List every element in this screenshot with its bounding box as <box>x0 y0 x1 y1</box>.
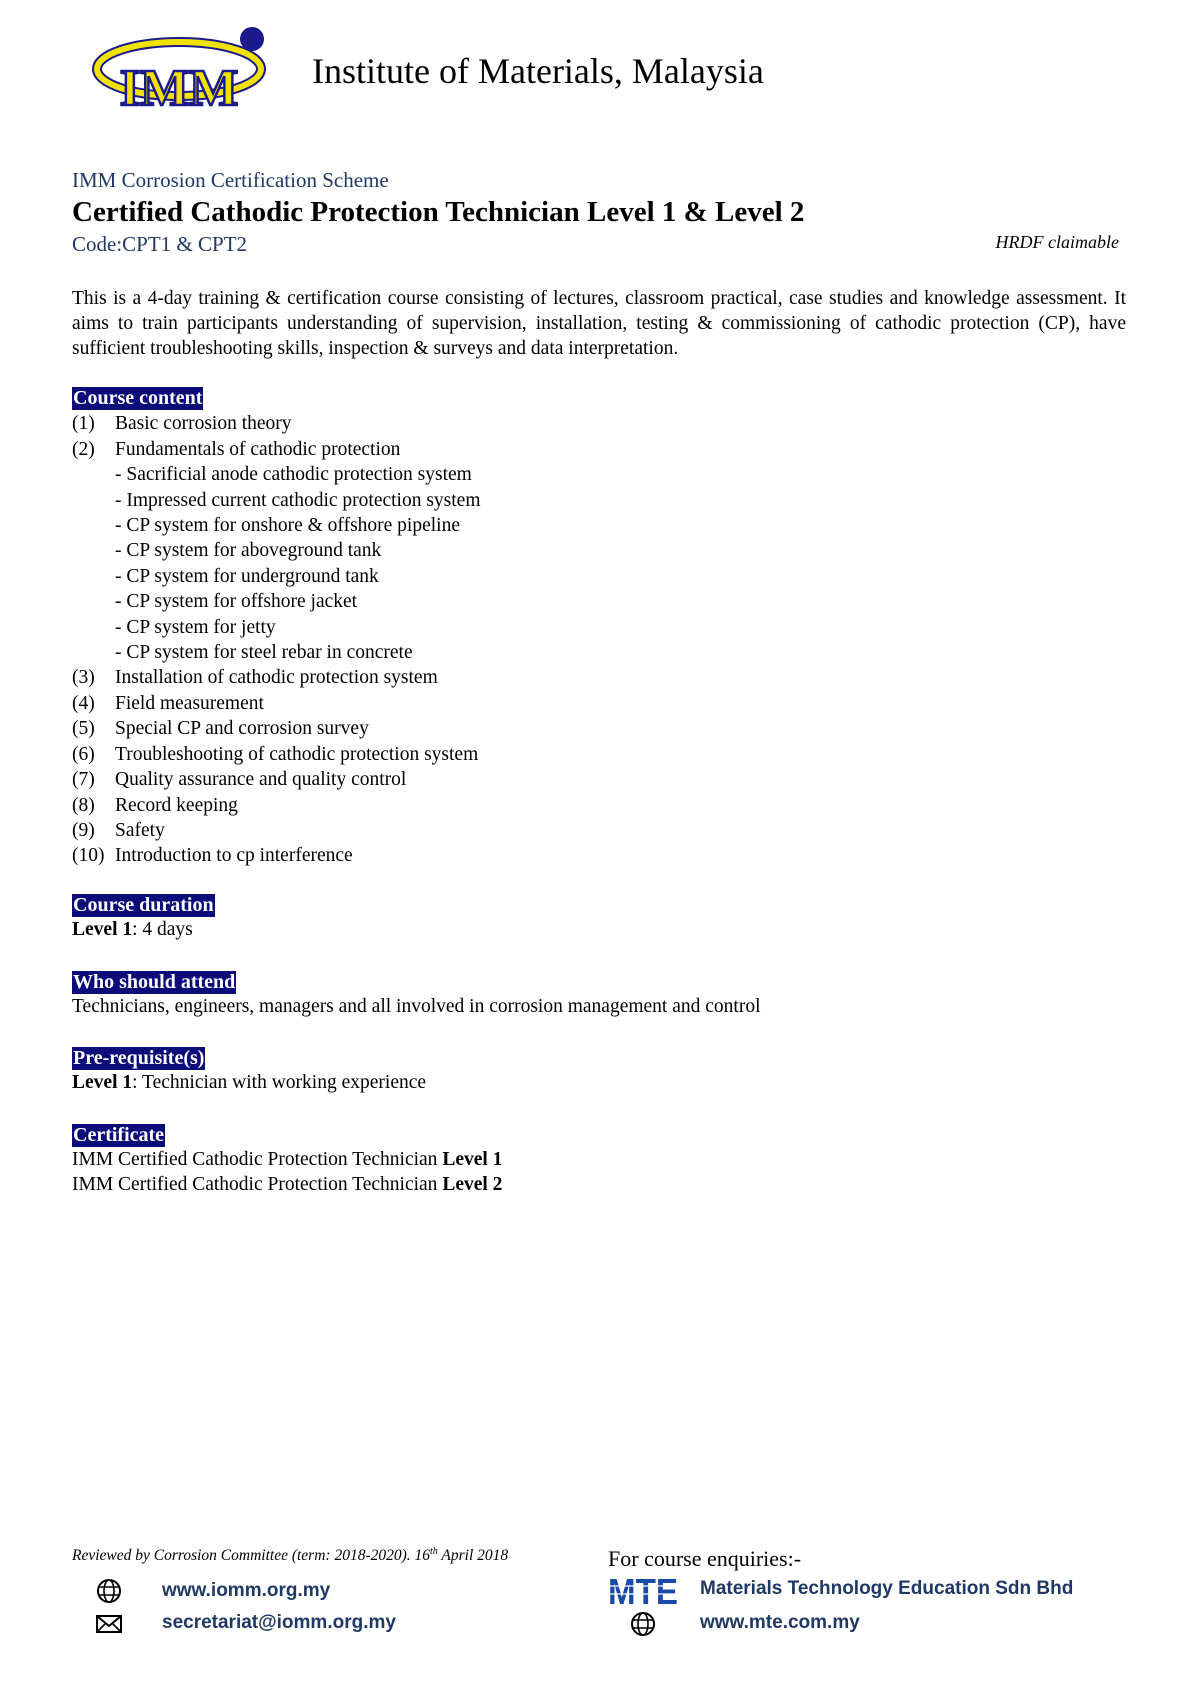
content-subitem <box>72 589 772 614</box>
content-subitem <box>72 538 772 563</box>
content-item <box>72 843 772 868</box>
content-subitem <box>72 462 772 487</box>
course-duration-section <box>72 894 215 942</box>
content-item <box>72 793 772 818</box>
content-item-text: Record keeping <box>115 794 238 816</box>
content-item-text: Introduction to cp interference <box>115 845 353 867</box>
content-item-number: (3) <box>72 667 95 689</box>
content-item <box>72 767 772 792</box>
prerequisite-heading: Pre-requisite(s) <box>73 1047 205 1069</box>
certificate-line-2 <box>72 1172 502 1197</box>
svg-text:MTE: MTE <box>608 1574 678 1608</box>
certificate-line-1 <box>72 1147 502 1172</box>
content-item-number: (4) <box>72 692 95 714</box>
content-item-number: (2) <box>72 438 95 460</box>
prerequisite-section <box>72 1047 426 1095</box>
content-subitem <box>72 488 772 513</box>
hrdf-note: HRDF claimable <box>995 232 1119 252</box>
content-item-text: - CP system for steel rebar in concrete <box>115 642 413 664</box>
imm-logo <box>88 25 270 123</box>
course-title: Certified Cathodic Protection Technician Level 1 & Level 2 <box>72 196 805 228</box>
certificate-line-1-text: IMM Certified Cathodic Protection Technician <box>72 1149 443 1170</box>
prereq-level-label: Level 1 <box>72 1072 133 1093</box>
review-note-sup: th <box>430 1546 438 1557</box>
content-item-text: Quality assurance and quality control <box>115 769 407 791</box>
content-item-number: (1) <box>72 413 95 435</box>
content-item-number: (9) <box>72 819 95 841</box>
who-should-attend-text: Technicians, engineers, managers and all involved in corrosion management and control <box>72 996 761 1017</box>
who-should-attend-heading: Who should attend <box>73 971 236 993</box>
certificate-line-1-level: Level 1 <box>442 1149 503 1170</box>
course-duration-text <box>72 917 215 942</box>
certificate-section <box>72 1124 502 1197</box>
enquiry-label: For course enquiries:- <box>608 1546 802 1571</box>
content-item-number: (10) <box>72 845 105 867</box>
content-item-text: - CP system for onshore & offshore pipeline <box>115 515 460 537</box>
content-item <box>72 691 772 716</box>
content-item <box>72 742 772 767</box>
content-item-text: Safety <box>115 819 165 841</box>
course-content-heading: Course content <box>73 387 203 409</box>
content-item <box>72 411 772 436</box>
content-item <box>72 716 772 741</box>
content-item-text: Basic corrosion theory <box>115 413 292 435</box>
content-item-number: (5) <box>72 718 95 740</box>
svg-text:IMM: IMM <box>119 60 239 117</box>
envelope-icon <box>94 1610 124 1638</box>
review-note-date: April 2018 <box>437 1547 509 1565</box>
course-duration-heading: Course duration <box>73 894 214 916</box>
content-item <box>72 437 772 462</box>
course-intro: This is a 4-day training & certification course consisting of lectures, classroom practical, case studies and knowledge assessment. It aims to train participants understanding of supervision, installation, testing & commissioning of cathodic protection (CP), have sufficient troubleshooting skills, inspection & surveys and data interpretation. <box>72 288 1126 359</box>
duration-value: : 4 days <box>132 919 193 940</box>
content-item-text: Special CP and corrosion survey <box>115 718 369 740</box>
mte-company-name: Materials Technology Education Sdn Bhd <box>700 1578 1074 1599</box>
content-item-number: (7) <box>72 769 95 791</box>
scheme-name: IMM Corrosion Certification Scheme <box>72 168 389 192</box>
content-subitem <box>72 640 772 665</box>
review-note-text: Reviewed by Corrosion Committee (term: 2018-2020). 16 <box>72 1547 431 1565</box>
mte-logo <box>608 1574 680 1608</box>
content-item-number: (8) <box>72 794 95 816</box>
content-subitem <box>72 513 772 538</box>
content-subitem <box>72 564 772 589</box>
prerequisite-text <box>72 1070 426 1095</box>
who-should-attend-section <box>72 971 761 1019</box>
course-content-section <box>72 386 772 869</box>
content-item-text: - Impressed current cathodic protection system <box>115 489 481 511</box>
content-subitem <box>72 615 772 640</box>
review-note <box>72 1546 508 1565</box>
content-item <box>72 818 772 843</box>
content-item-text: Troubleshooting of cathodic protection system <box>115 743 479 765</box>
content-item-text: Field measurement <box>115 692 264 714</box>
course-code: Code:CPT1 & CPT2 <box>72 232 248 256</box>
mte-website-link[interactable]: www.mte.com.my <box>700 1612 860 1633</box>
content-item-text: - CP system for aboveground tank <box>115 540 382 562</box>
org-name: Institute of Materials, Malaysia <box>312 51 764 91</box>
certificate-line-2-level: Level 2 <box>442 1174 503 1195</box>
globe-icon <box>94 1577 124 1605</box>
imm-email-link[interactable]: secretariat@iomm.org.my <box>162 1612 396 1633</box>
certificate-heading: Certificate <box>73 1124 165 1146</box>
imm-website-link[interactable]: www.iomm.org.my <box>162 1580 331 1601</box>
content-item-text: Fundamentals of cathodic protection <box>115 438 401 460</box>
globe-icon <box>628 1610 658 1638</box>
course-content-list <box>72 411 772 868</box>
certificate-line-2-text: IMM Certified Cathodic Protection Technician <box>72 1174 443 1195</box>
duration-level-label: Level 1 <box>72 919 133 940</box>
content-item-text: - CP system for jetty <box>115 616 276 638</box>
content-item-text: - CP system for underground tank <box>115 565 379 587</box>
content-item-text: Installation of cathodic protection system <box>115 667 438 689</box>
content-item-text: - Sacrificial anode cathodic protection system <box>115 464 472 486</box>
prereq-value: : Technician with working experience <box>132 1072 427 1093</box>
content-item-text: - CP system for offshore jacket <box>115 591 358 613</box>
content-item-number: (6) <box>72 743 95 765</box>
content-item <box>72 665 772 690</box>
